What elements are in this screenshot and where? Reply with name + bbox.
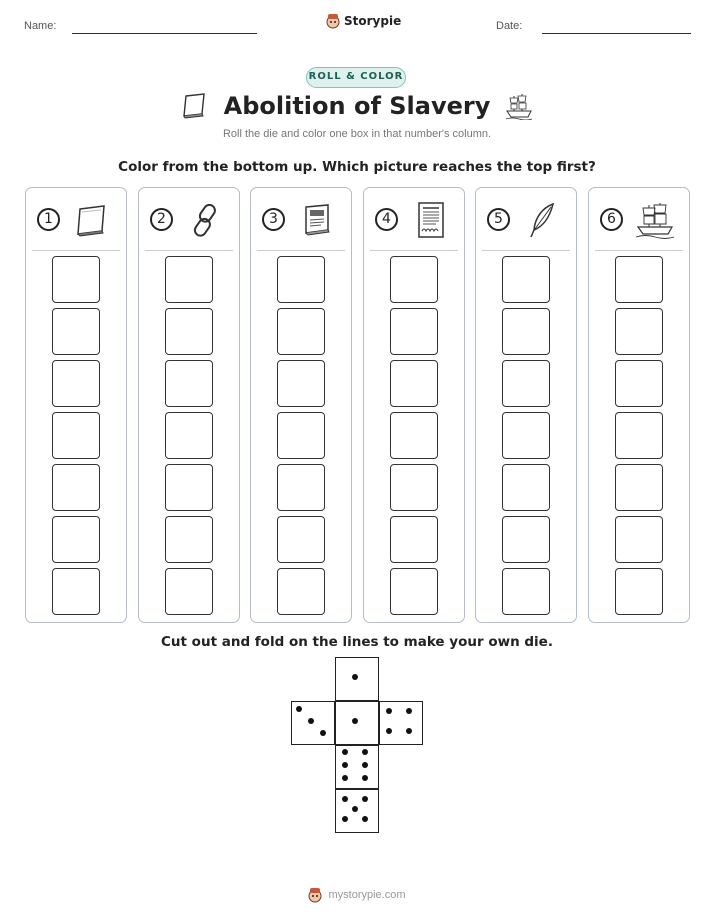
ship-icon: [635, 200, 675, 240]
die-pip: [342, 796, 348, 802]
color-box[interactable]: [277, 464, 325, 511]
color-box[interactable]: [165, 568, 213, 615]
die-pip: [308, 718, 314, 724]
column-1: [25, 187, 127, 623]
color-box[interactable]: [165, 360, 213, 407]
column-number: 5: [487, 208, 510, 231]
die-pip: [296, 706, 302, 712]
die-face-3: [291, 701, 335, 745]
pie-mascot-icon: [326, 13, 340, 29]
die-pip: [320, 730, 326, 736]
die-pip: [406, 728, 412, 734]
column-divider: [595, 250, 683, 251]
name-label: Name:: [24, 20, 57, 32]
column-number: 1: [37, 208, 60, 231]
die-pip: [362, 775, 368, 781]
color-box[interactable]: [165, 308, 213, 355]
die-pip: [406, 708, 412, 714]
color-box[interactable]: [277, 308, 325, 355]
color-box[interactable]: [615, 568, 663, 615]
column-3: [250, 187, 352, 623]
name-line[interactable]: [72, 33, 257, 34]
color-box[interactable]: [390, 568, 438, 615]
cut-instruction: Cut out and fold on the lines to make your own die.: [161, 634, 553, 650]
color-box[interactable]: [502, 360, 550, 407]
die-pip: [362, 816, 368, 822]
column-number: 4: [375, 208, 398, 231]
color-box[interactable]: [615, 412, 663, 459]
chain-link-icon: [185, 200, 225, 240]
color-box[interactable]: [52, 308, 100, 355]
die-pip: [386, 728, 392, 734]
column-header: [476, 200, 576, 240]
color-box[interactable]: [277, 256, 325, 303]
book-icon: [180, 92, 210, 120]
die-pip: [342, 762, 348, 768]
die-pip: [362, 749, 368, 755]
date-label: Date:: [496, 20, 523, 32]
color-box[interactable]: [390, 464, 438, 511]
document-icon: [410, 200, 450, 240]
color-box[interactable]: [615, 464, 663, 511]
pie-mascot-icon: [308, 887, 322, 903]
brand-logo: [326, 13, 401, 29]
column-header: [251, 200, 351, 240]
column-divider: [257, 250, 345, 251]
color-box[interactable]: [502, 256, 550, 303]
die-pip: [352, 718, 358, 724]
column-header: [364, 200, 464, 240]
color-box[interactable]: [390, 360, 438, 407]
column-6: [588, 187, 690, 623]
column-number: 6: [600, 208, 623, 231]
color-box[interactable]: [165, 516, 213, 563]
die-pip: [362, 796, 368, 802]
color-box[interactable]: [52, 516, 100, 563]
color-box[interactable]: [165, 464, 213, 511]
column-2: [138, 187, 240, 623]
die-face-1: [335, 657, 379, 701]
color-box[interactable]: [165, 256, 213, 303]
die-face-5: [335, 789, 379, 833]
footer: [0, 887, 714, 903]
page-title: Abolition of Slavery: [223, 92, 491, 120]
die-face-2: [335, 701, 379, 745]
color-box[interactable]: [502, 412, 550, 459]
die-pip: [386, 708, 392, 714]
footer-url[interactable]: mystorypie.com: [328, 889, 406, 901]
color-box[interactable]: [52, 256, 100, 303]
date-line[interactable]: [542, 33, 691, 34]
column-header: [589, 200, 689, 240]
column-5: [475, 187, 577, 623]
color-box[interactable]: [277, 516, 325, 563]
activity-type-badge: ROLL & COLOR: [306, 67, 406, 88]
newspaper-icon: [297, 200, 337, 240]
color-box[interactable]: [390, 308, 438, 355]
color-box[interactable]: [615, 360, 663, 407]
subtitle: Roll the die and color one box in that number's column.: [222, 128, 492, 140]
quill-icon: [522, 200, 562, 240]
color-box[interactable]: [615, 516, 663, 563]
color-box[interactable]: [52, 360, 100, 407]
brand-name: Storypie: [344, 14, 402, 28]
color-box[interactable]: [615, 308, 663, 355]
column-number: 2: [150, 208, 173, 231]
column-4: [363, 187, 465, 623]
book-icon: [72, 200, 112, 240]
die-face-6: [335, 745, 379, 789]
die-pip: [352, 806, 358, 812]
color-box[interactable]: [502, 516, 550, 563]
column-divider: [370, 250, 458, 251]
color-box[interactable]: [52, 412, 100, 459]
title-row: [0, 92, 714, 120]
color-box[interactable]: [52, 464, 100, 511]
column-header: [26, 200, 126, 240]
die-pip: [352, 674, 358, 680]
instruction: Color from the bottom up. Which picture reaches the top first?: [118, 159, 596, 175]
ship-icon: [504, 92, 534, 120]
color-box[interactable]: [502, 464, 550, 511]
die-pip: [342, 749, 348, 755]
die-pip: [342, 775, 348, 781]
color-box[interactable]: [502, 308, 550, 355]
die-pip: [342, 816, 348, 822]
die-face-4: [379, 701, 423, 745]
column-number: 3: [262, 208, 285, 231]
column-divider: [482, 250, 570, 251]
color-box[interactable]: [277, 360, 325, 407]
color-box[interactable]: [390, 256, 438, 303]
color-box[interactable]: [165, 412, 213, 459]
column-divider: [32, 250, 120, 251]
color-box[interactable]: [390, 412, 438, 459]
column-header: [139, 200, 239, 240]
color-box[interactable]: [277, 412, 325, 459]
color-box[interactable]: [615, 256, 663, 303]
color-box[interactable]: [52, 568, 100, 615]
color-box[interactable]: [502, 568, 550, 615]
column-divider: [145, 250, 233, 251]
die-pip: [362, 762, 368, 768]
color-box[interactable]: [390, 516, 438, 563]
color-box[interactable]: [277, 568, 325, 615]
